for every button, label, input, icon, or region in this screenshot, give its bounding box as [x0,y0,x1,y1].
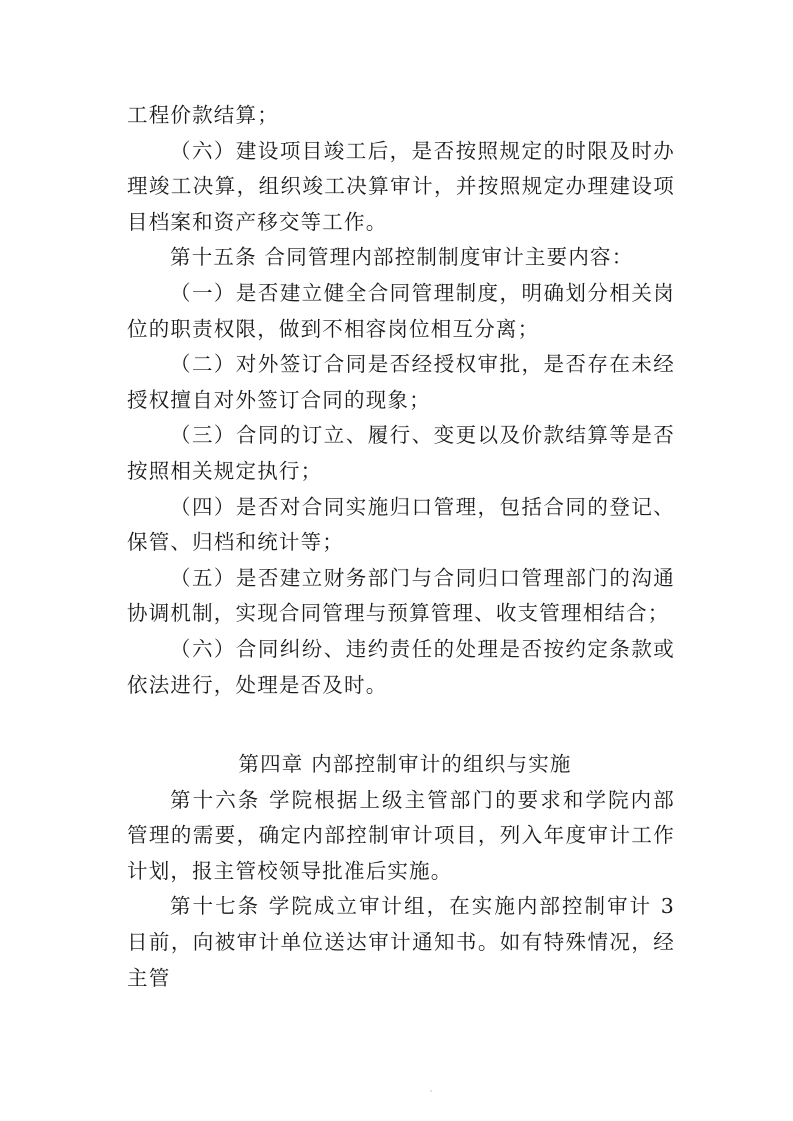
paragraph-continuation: 工程价款结算； [127,103,279,127]
article-16: 第十六条 学院根据上级主管部门的要求和学院内部管理的需要，确定内部控制审计项目，列入年度审计工作计划，报主管校领导批准后实施。 [127,787,675,883]
article-15-title: 第十五条 合同管理内部控制制度审计主要内容： [170,245,634,270]
paragraph-item-1: （一）是否建立健全合同管理制度，明确划分相关岗位的职责权限，做到不相容岗位相互分离； [127,280,675,341]
paragraph-item-3: （三）合同的订立、履行、变更以及价款结算等是否按照相关规定执行； [127,423,675,483]
paragraph-item-2: （二）对外签订合同是否经授权审批，是否存在未经授权擅自对外签订合同的现象； [127,352,675,412]
article-17: 第十七条 学院成立审计组，在实施内部控制审计 3 日前，向被审计单位送达审计通知书。如有特殊情况，经主管 [127,894,675,990]
paragraph-item-4: （四）是否对合同实施归口管理，包括合同的登记、保管、归档和统计等； [127,494,675,555]
paragraph-item-6-contract: （六）合同纠纷、违约责任的处理是否按约定条款或依法进行，处理是否及时。 [127,636,675,697]
document-body [127,98,675,996]
scan-speck [430,1090,432,1092]
chapter-heading: 第四章 内部控制审计的组织与实施 [238,752,572,777]
paragraph-item-5: （五）是否建立财务部门与合同归口管理部门的沟通协调机制，实现合同管理与预算管理、收支管理相结合； [127,565,675,626]
paragraph-item-6-project: （六）建设项目竣工后，是否按照规定的时限及时办理竣工决算，组织竣工决算审计，并按照规定办理建设项目档案和资产移交等工作。 [127,138,675,234]
